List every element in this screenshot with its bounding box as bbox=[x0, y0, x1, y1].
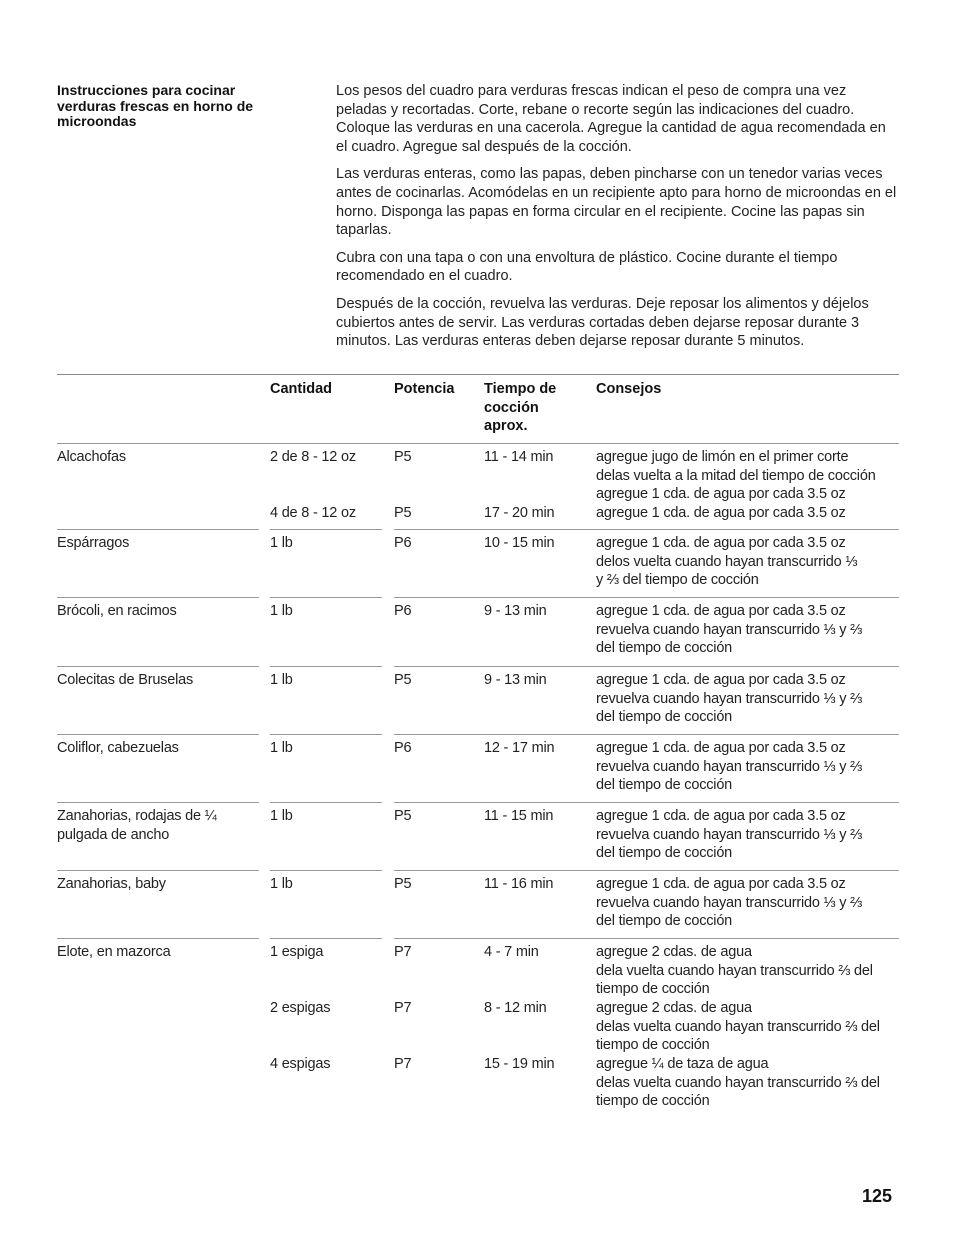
potencia-cell: P7 bbox=[394, 944, 412, 960]
cantidad-cell: 4 espigas bbox=[270, 1056, 331, 1072]
consejos-cell bbox=[596, 448, 896, 504]
consejo-line: delos vuelta cuando hayan transcurrido ⅓ bbox=[596, 553, 858, 570]
potencia-cell: P5 bbox=[394, 876, 412, 892]
vegetable-name: Coliflor, cabezuelas bbox=[57, 740, 179, 756]
potencia-cell: P7 bbox=[394, 1000, 412, 1016]
vegetable-name: Brócoli, en racimos bbox=[57, 603, 177, 619]
row-separator bbox=[270, 870, 382, 871]
consejo-line: tiempo de cocción bbox=[596, 1037, 710, 1053]
row-separator bbox=[270, 597, 382, 598]
tiempo-cell: 8 - 12 min bbox=[484, 1000, 547, 1016]
row-separator bbox=[57, 734, 259, 735]
consejos-cell bbox=[596, 875, 896, 931]
consejo-line: agregue 1 cda. de agua por cada 3.5 oz bbox=[596, 876, 846, 892]
consejo-line: delas vuelta cuando hayan transcurrido ⅔ del bbox=[596, 1074, 880, 1091]
row-separator bbox=[57, 529, 259, 530]
tiempo-cell: 11 - 16 min bbox=[484, 876, 554, 892]
intro-paragraph: Cubra con una tapa o con una envoltura de plástico. Cocine durante el tiempo recomendado en el cuadro. bbox=[336, 249, 838, 285]
consejo-line: y ⅔ del tiempo de cocción bbox=[596, 572, 759, 588]
consejo-line: revuelva cuando hayan transcurrido ⅓ y ⅔ bbox=[596, 894, 863, 911]
consejo-line: agregue 1 cda. de agua por cada 3.5 oz bbox=[596, 672, 846, 688]
consejo-line: agregue 1 cda. de agua por cada 3.5 oz bbox=[596, 505, 846, 521]
cantidad-cell: 4 de 8 - 12 oz bbox=[270, 505, 356, 521]
row-separator bbox=[394, 529, 899, 530]
row-separator bbox=[57, 597, 259, 598]
consejo-line: agregue 1 cda. de agua por cada 3.5 oz bbox=[596, 535, 846, 551]
row-separator bbox=[394, 734, 899, 735]
page-number: 125 bbox=[862, 1186, 893, 1206]
row-separator bbox=[57, 802, 259, 803]
consejos-cell bbox=[596, 943, 896, 999]
row-separator bbox=[394, 666, 899, 667]
consejo-line: agregue 2 cdas. de agua bbox=[596, 944, 752, 960]
consejo-line: del tiempo de cocción bbox=[596, 709, 733, 725]
consejo-line: revuelva cuando hayan transcurrido ⅓ y ⅔ bbox=[596, 621, 863, 638]
row-separator bbox=[57, 443, 899, 444]
row-separator bbox=[270, 666, 382, 667]
header-potencia: Potencia bbox=[394, 381, 455, 397]
consejos-cell bbox=[596, 1055, 896, 1111]
tiempo-cell: 11 - 15 min bbox=[484, 808, 554, 824]
consejo-line: dela vuelta cuando hayan transcurrido ⅔ del bbox=[596, 962, 873, 979]
tiempo-cell: 17 - 20 min bbox=[484, 505, 555, 521]
row-separator bbox=[270, 529, 382, 530]
potencia-cell: P7 bbox=[394, 1056, 412, 1072]
consejo-line: agregue ¼ de taza de agua bbox=[596, 1056, 769, 1072]
row-separator bbox=[394, 870, 899, 871]
potencia-cell: P5 bbox=[394, 449, 412, 465]
intro-paragraph: Después de la cocción, revuelva las verduras. Deje reposar los alimentos y déjelos cubiertos antes de servir. Las verduras cortadas deben dejarse reposar durante 3 minutos. Las verduras enteras deben dejarse reposar durante 5 minutos. bbox=[336, 295, 869, 350]
consejo-line: revuelva cuando hayan transcurrido ⅓ y ⅔ bbox=[596, 758, 863, 775]
potencia-cell: P5 bbox=[394, 505, 412, 521]
vegetable-name: Alcachofas bbox=[57, 449, 126, 465]
cantidad-cell: 2 espigas bbox=[270, 1000, 331, 1016]
tiempo-cell: 4 - 7 min bbox=[484, 944, 539, 960]
consejo-line: del tiempo de cocción bbox=[596, 845, 733, 861]
tiempo-cell: 9 - 13 min bbox=[484, 603, 547, 619]
header-cantidad: Cantidad bbox=[270, 381, 333, 397]
potencia-cell: P6 bbox=[394, 535, 412, 551]
cantidad-cell: 1 lb bbox=[270, 876, 293, 892]
cantidad-cell: 1 lb bbox=[270, 740, 293, 756]
row-separator bbox=[394, 802, 899, 803]
consejo-line: agregue 1 cda. de agua por cada 3.5 oz bbox=[596, 740, 846, 756]
tiempo-cell: 11 - 14 min bbox=[484, 449, 554, 465]
consejo-line: agregue jugo de limón en el primer corte bbox=[596, 449, 849, 465]
cantidad-cell: 1 lb bbox=[270, 808, 293, 824]
consejo-line: tiempo de cocción bbox=[596, 981, 710, 997]
row-separator bbox=[57, 938, 259, 939]
header-consejos: Consejos bbox=[596, 381, 662, 397]
vegetable-name: Zanahorias, rodajas de ¼ pulgada de ancho bbox=[57, 808, 217, 843]
cantidad-cell: 1 lb bbox=[270, 535, 293, 551]
vegetable-name: Zanahorias, baby bbox=[57, 876, 166, 892]
potencia-cell: P6 bbox=[394, 740, 412, 756]
consejos-cell bbox=[596, 602, 896, 658]
intro-text bbox=[336, 82, 901, 360]
table-top-rule bbox=[57, 374, 899, 375]
cantidad-cell: 1 lb bbox=[270, 603, 293, 619]
consejo-line: delas vuelta cuando hayan transcurrido ⅔ del bbox=[596, 1018, 880, 1035]
consejo-line: agregue 1 cda. de agua por cada 3.5 oz bbox=[596, 486, 846, 502]
row-separator bbox=[394, 597, 899, 598]
consejos-cell bbox=[596, 504, 896, 523]
consejos-cell bbox=[596, 999, 896, 1055]
cantidad-cell: 2 de 8 - 12 oz bbox=[270, 449, 356, 465]
potencia-cell: P5 bbox=[394, 808, 412, 824]
consejos-cell bbox=[596, 807, 896, 863]
consejo-line: delas vuelta a la mitad del tiempo de cocción bbox=[596, 467, 876, 484]
cantidad-cell: 1 lb bbox=[270, 672, 293, 688]
consejo-line: del tiempo de cocción bbox=[596, 913, 733, 929]
row-separator bbox=[394, 938, 899, 939]
consejo-line: tiempo de cocción bbox=[596, 1093, 710, 1109]
potencia-cell: P6 bbox=[394, 603, 412, 619]
intro-paragraph: Los pesos del cuadro para verduras frescas indican el peso de compra una vez peladas y recortadas. Corte, rebane o recorte según las indicaciones del cuadro. Coloque las verduras en una cacerola. Agregue la cantidad de agua recomendada en el cuadro. Agregue sal después de la cocción. bbox=[336, 83, 886, 155]
row-separator bbox=[270, 734, 382, 735]
consejo-line: del tiempo de cocción bbox=[596, 640, 733, 656]
intro-paragraph: Las verduras enteras, como las papas, deben pincharse con un tenedor varias veces antes de cocinarlas. Acomódelas en un recipiente apto para horno de microondas en el horno. Disponga las papas en forma circular en el recipiente. Cocine las papas sin taparlas. bbox=[336, 166, 897, 239]
vegetable-name: Elote, en mazorca bbox=[57, 944, 171, 960]
potencia-cell: P5 bbox=[394, 672, 412, 688]
consejo-line: del tiempo de cocción bbox=[596, 777, 733, 793]
consejo-line: revuelva cuando hayan transcurrido ⅓ y ⅔ bbox=[596, 690, 863, 707]
consejos-cell bbox=[596, 739, 896, 795]
tiempo-cell: 12 - 17 min bbox=[484, 740, 555, 756]
vegetable-name: Espárragos bbox=[57, 535, 130, 551]
row-separator bbox=[57, 666, 259, 667]
tiempo-cell: 9 - 13 min bbox=[484, 672, 547, 688]
row-separator bbox=[270, 938, 382, 939]
consejos-cell bbox=[596, 534, 896, 590]
tiempo-cell: 15 - 19 min bbox=[484, 1056, 555, 1072]
consejo-line: agregue 2 cdas. de agua bbox=[596, 1000, 752, 1016]
row-separator bbox=[57, 870, 259, 871]
tiempo-cell: 10 - 15 min bbox=[484, 535, 555, 551]
consejo-line: agregue 1 cda. de agua por cada 3.5 oz bbox=[596, 808, 846, 824]
vegetable-name: Colecitas de Bruselas bbox=[57, 672, 194, 688]
header-tiempo: Tiempo de cocción aprox. bbox=[484, 381, 557, 435]
consejo-line: revuelva cuando hayan transcurrido ⅓ y ⅔ bbox=[596, 826, 863, 843]
row-separator bbox=[270, 802, 382, 803]
consejos-cell bbox=[596, 671, 896, 727]
section-heading: Instrucciones para cocinar verduras frescas en horno de microondas bbox=[57, 82, 254, 129]
consejo-line: agregue 1 cda. de agua por cada 3.5 oz bbox=[596, 603, 846, 619]
cantidad-cell: 1 espiga bbox=[270, 944, 324, 960]
